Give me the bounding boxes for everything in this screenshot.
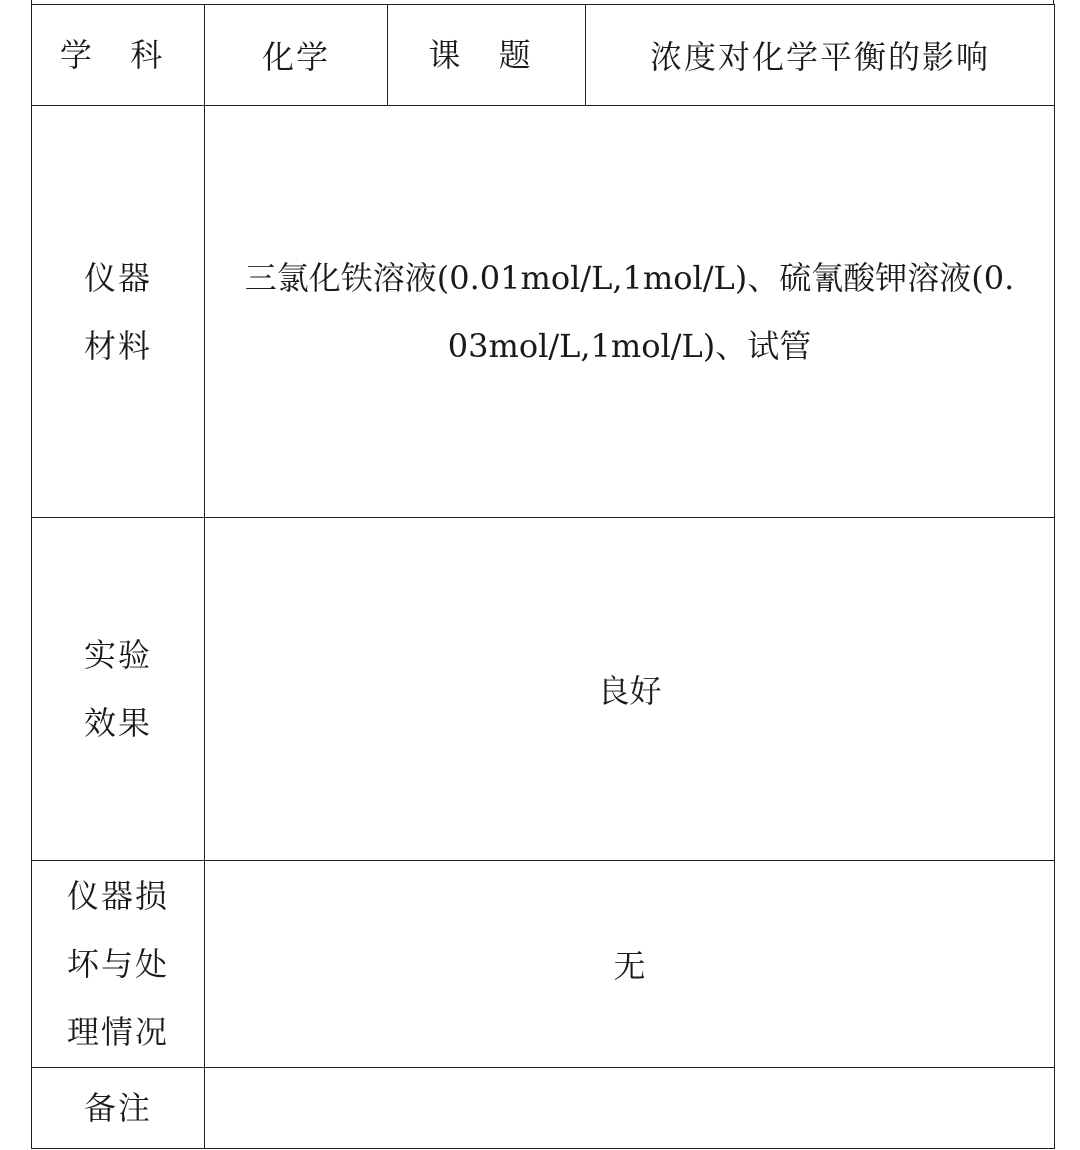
damage-label-line-3: 理情况 bbox=[66, 1013, 169, 1051]
damage-label-line-1: 仪器损 bbox=[66, 877, 169, 915]
subject-value-cell bbox=[205, 5, 388, 106]
topic-label: 课 题 bbox=[428, 36, 545, 74]
notes-label-cell bbox=[32, 1068, 205, 1149]
damage-value: 无 bbox=[613, 947, 646, 985]
materials-row bbox=[32, 106, 1055, 518]
subject-value: 化学 bbox=[261, 38, 330, 76]
header-row bbox=[32, 5, 1055, 106]
result-value: 良好 bbox=[597, 672, 662, 710]
notes-label: 备注 bbox=[83, 1089, 152, 1127]
materials-label-cell bbox=[32, 106, 205, 518]
materials-label-line-1: 仪器 bbox=[83, 258, 152, 297]
damage-label-cell bbox=[32, 861, 205, 1068]
subject-label: 学 科 bbox=[59, 36, 177, 74]
result-label-cell bbox=[32, 518, 205, 861]
topic-value: 浓度对化学平衡的影响 bbox=[649, 38, 990, 76]
damage-row bbox=[32, 861, 1055, 1068]
materials-label-line-2: 材料 bbox=[83, 326, 152, 365]
topic-value-cell bbox=[586, 5, 1055, 106]
notes-value-cell bbox=[205, 1068, 1055, 1149]
materials-value: 三氯化铁溶液(0.01mol/L,1mol/L)、硫氰酸钾溶液(0.03mol/L,1mol/L)、试管 bbox=[244, 258, 1015, 365]
experiment-record-table bbox=[31, 4, 1055, 1149]
materials-value-cell bbox=[205, 106, 1055, 518]
result-value-cell bbox=[205, 518, 1055, 861]
notes-row bbox=[32, 1068, 1055, 1149]
subject-label-cell bbox=[32, 5, 205, 106]
result-label-line-2: 效果 bbox=[83, 704, 152, 742]
damage-value-cell bbox=[205, 861, 1055, 1068]
result-row bbox=[32, 518, 1055, 861]
damage-label-line-2: 坏与处 bbox=[66, 945, 169, 983]
result-label-line-1: 实验 bbox=[83, 636, 152, 674]
topic-label-cell bbox=[388, 5, 586, 106]
